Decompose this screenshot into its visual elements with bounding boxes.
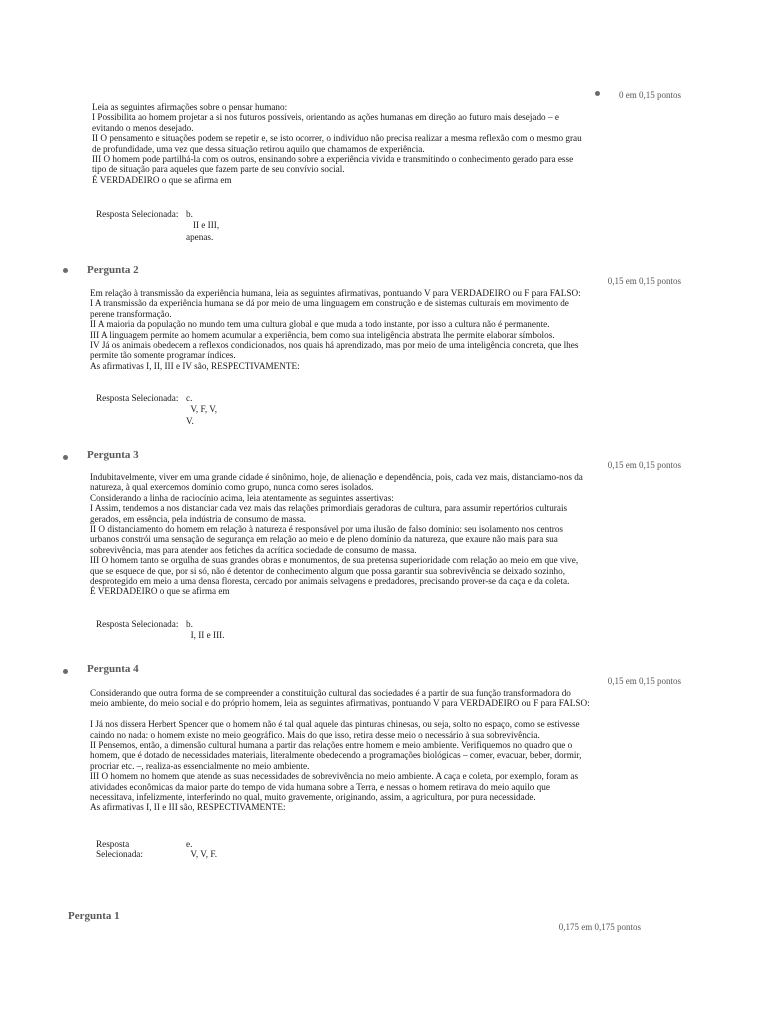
question-line: É VERDADEIRO o que se afirma em	[92, 174, 232, 185]
question-line: II A maioria da população no mundo tem uma cultura global e que muda a todo instante, por isso a cultura não é permanente.	[90, 319, 550, 330]
question-line: procriar etc. –, realiza-as essencialmente no meio ambiente.	[90, 760, 310, 771]
question-line: I Já nos dissera Herbert Spencer que o homem não é tal qual aquele das pinturas chinesas, ou seja, solto no espaço, como se estivesse	[90, 719, 580, 730]
response-letter: e.	[186, 839, 193, 849]
question-line: III O homem no homem que atende as suas necessidades de sobrevivência no meio ambiente. A caça e coleta, por exemplo, foram as	[90, 771, 579, 782]
question-line: evitando o menos desejado.	[92, 122, 194, 133]
question-line: I A transmissão da experiência humana se dá por meio de uma linguagem em construção e de sistemas culturais em movimento de	[90, 298, 569, 309]
response-answer: II e III, apenas.	[186, 220, 220, 242]
question-line	[90, 709, 702, 719]
question-line: As afirmativas I, II e III são, RESPECTIVAMENTE:	[90, 802, 286, 813]
question-line: natureza, à qual exercemos domínio como grupo, nunca como seres isolados.	[90, 482, 374, 493]
response-answer: V, V, F.	[186, 849, 218, 859]
question-line: III O homem pode partilhá-la com os outros, ensinando sobre a experiência vivida e transmitindo o conhecimento gerado para esse	[92, 154, 574, 165]
question-line: perene transformação.	[90, 308, 172, 319]
response-letter: b.	[186, 209, 193, 219]
question-line: de profundidade, uma vez que dessa situação retirou aquilo que chamamos de experiência.	[92, 143, 425, 154]
question-line: meio ambiente, do meio social e do próprio homem, leia as seguintes afirmativas, pontuando V para VERDADEIRO ou F para FALSO:	[90, 698, 590, 709]
response-answer: V, F, V, V.	[186, 404, 218, 426]
question-title: Pergunta 2	[87, 264, 139, 276]
response-label: Selecionada:	[96, 849, 143, 859]
question-line: É VERDADEIRO o que se afirma em	[90, 586, 230, 597]
question-title: Pergunta 3	[87, 449, 139, 461]
question-line: II Pensemos, então, a dimensão cultural humana a partir das relações entre homem e meio ambiente. Verifiquemos no quadro que o	[90, 740, 573, 751]
question-line: Considerando que outra forma de se compreender a constituição cultural das sociedades é a partir de sua função transformadora do	[90, 688, 571, 698]
response-label: Resposta Selecionada:	[96, 393, 179, 403]
question-score: 0 em 0,15 pontos	[619, 90, 681, 100]
question-line: III O homem tanto se orgulha de suas grandes obras e monumentos, de sua pretensa superioridade com relação ao meio em que vive,	[90, 555, 579, 566]
question-line: tipo de situação para aqueles que fazem parte de seu convívio social.	[92, 164, 345, 175]
question-title: Pergunta 4	[87, 663, 139, 675]
question-line: III A linguagem permite ao homem acumular a experiência, bem como sua inteligência abstrata lhe permite elaborar símbolos.	[90, 329, 555, 340]
question-line: Leia as seguintes afirmações sobre o pensar humano:	[92, 102, 288, 112]
question-score: 0,15 em 0,15 pontos	[607, 460, 681, 470]
response-label: Resposta Selecionada:	[96, 209, 179, 219]
question-score: 0,15 em 0,15 pontos	[607, 676, 681, 686]
question-line: I Possibilita ao homem projetar a si nos futuros possíveis, orientando as ações humanas em direção ao futuro mais desejado – e	[92, 112, 559, 123]
question-text	[90, 472, 702, 597]
question-text	[90, 688, 702, 813]
question-bullet-icon	[63, 268, 68, 273]
question-text	[90, 288, 702, 371]
question-line: Considerando a linha de raciocínio acima, leia atentamente as seguintes assertivas:	[90, 492, 394, 503]
question-line: Indubitavelmente, viver em uma grande cidade é sinônimo, hoje, de alienação e dependência, pois, cada vez mais, distanciamo-nos da	[90, 472, 583, 482]
response-answer: I, II e III.	[186, 630, 225, 640]
question-line: urbanos constrói uma sensação de segurança em relação ao meio e de pleno domínio da natureza, que exaure não mais para sua	[90, 534, 558, 545]
question-line: I Assim, tendemos a nos distanciar cada vez mais das relações primordiais geradoras de cultura, para assumir repertórios culturais	[90, 503, 568, 514]
question-bullet-icon	[63, 669, 68, 674]
question-score: 0,175 em 0,175 pontos	[558, 922, 641, 932]
response-letter: b.	[186, 619, 193, 629]
question-line: II O distanciamento do homem em relação à natureza é responsável por uma ilusão de falso domínio: seu isolamento nos centros	[90, 524, 564, 535]
question-line: sobrevivência, mas para atender aos fetiches da acrítica sociedade de consumo de massa.	[90, 544, 417, 555]
question-line: As afirmativas I, II, III e IV são, RESPECTIVAMENTE:	[90, 360, 300, 371]
response-letter: c.	[186, 393, 193, 403]
question-line: II O pensamento e situações podem se repetir e, se isto ocorrer, o indivíduo não precisa realizar a mesma reflexão com o mesmo grau	[92, 133, 582, 144]
question-line: caindo no nada: o homem existe no meio geográfico. Mais do que isso, retira desse meio o necessário à sua sobrevivência.	[90, 729, 540, 740]
question-title: Pergunta 1	[68, 910, 120, 922]
question-line: atividades econômicas da maior parte do tempo de vida humana sobre a Terra, e nessas o homem retirava do meio aquilo que	[90, 781, 550, 792]
question-line: IV Já os animais obedecem a reflexos condicionados, nos quais há aprendizado, mas por meio de uma inteligência concreta, que lhes	[90, 340, 579, 351]
question-line: gerados, em essência, pela indústria de consumo de massa.	[90, 513, 307, 524]
response-label: Resposta Selecionada:	[96, 619, 179, 629]
response-label: Resposta	[96, 839, 130, 849]
question-text	[92, 102, 702, 185]
question-line: que se esquece de que, por si só, não é detentor de conhecimento algum que possa garantir sua sobrevivência se deixado sozinho,	[90, 565, 566, 576]
question-line: Em relação à transmissão da experiência humana, leia as seguintes afirmativas, pontuando V para VERDADEIRO ou F para FALSO:	[90, 288, 581, 298]
question-score: 0,15 em 0,15 pontos	[607, 276, 681, 286]
question-line: permite tão somente programar índices.	[90, 350, 236, 361]
question-line: homem, que é dotado de necessidades materiais, literalmente obedecendo a programações biológicas – comer, evacuar, beber, dormir,	[90, 750, 582, 761]
question-line: desprotegido em meio a uma densa floresta, cercado por animais selvagens e predadores, precisando prover-se da caça e da coleta.	[90, 576, 570, 587]
question-line: necessitava, infelizmente, interferindo no qual, muito gravemente, originando, assim, a agricultura, por pura necessidade.	[90, 792, 536, 803]
question-bullet-icon	[63, 455, 68, 460]
